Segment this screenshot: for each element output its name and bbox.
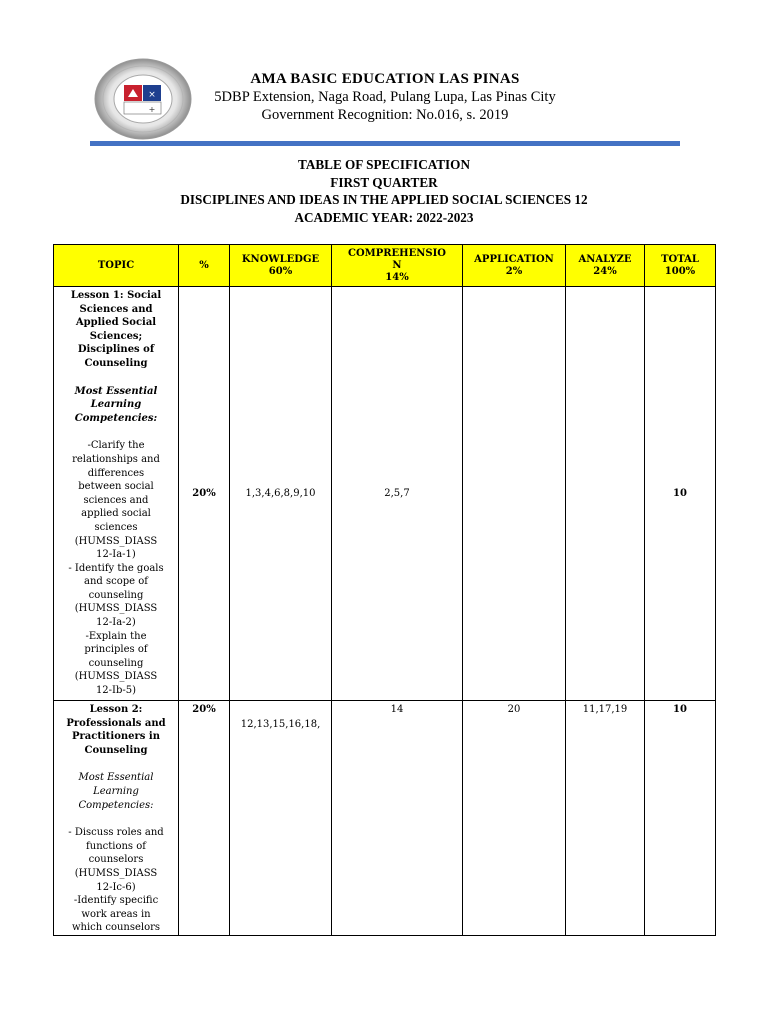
application-cell	[463, 287, 566, 701]
knowledge-cell: 1,3,4,6,8,9,10	[230, 287, 332, 701]
application-cell: 20	[463, 701, 566, 936]
percent-cell: 20%	[179, 701, 230, 936]
percent-cell: 20%	[179, 287, 230, 701]
specification-table	[53, 244, 716, 936]
header-comprehension: COMPREHENSIO N 14%	[332, 245, 463, 287]
school-address: 5DBP Extension, Naga Road, Pulang Lupa, Las Pinas City	[214, 89, 556, 105]
school-seal-logo	[94, 58, 192, 140]
svg-text:+: +	[148, 105, 156, 114]
topic-cell: Lesson 1: Social Sciences and Applied Social Sciences; Disciplines of Counseling Most Essential Learning Competencies: -Clarify the relationships and differences between social sciences and applied social sciences (HUMSS_DIASS 12-Ia-1) - Identify the goals and scope of counseling (HUMSS_DIASS 12-Ia-2) -Explain the principles of counseling (HUMSS_DIASS 12-Ib-5)	[54, 287, 179, 701]
knowledge-cell: 12,13,15,16,18,	[230, 701, 332, 936]
table-row	[54, 701, 716, 936]
header-analyze: ANALYZE 24%	[566, 245, 645, 287]
header-rule	[90, 141, 680, 146]
school-name: AMA BASIC EDUCATION LAS PINAS	[250, 71, 520, 87]
header-application: APPLICATION 2%	[463, 245, 566, 287]
subject-title: DISCIPLINES AND IDEAS IN THE APPLIED SOCIAL SCIENCES 12	[180, 192, 588, 207]
document-title-block	[60, 156, 708, 226]
analyze-cell	[566, 287, 645, 701]
academic-year: ACADEMIC YEAR: 2022-2023	[294, 209, 474, 225]
total-cell: 10	[645, 287, 716, 701]
government-recognition: Government Recognition: No.016, s. 2019	[261, 107, 509, 123]
quarter-title: FIRST QUARTER	[330, 174, 438, 190]
topic-cell: Lesson 2: Professionals and Practitioners in Counseling Most Essential Learning Competencies: - Discuss roles and functions of counselors (HUMSS_DIASS 12-Ic-6) -Identify specific work areas in which counselors	[54, 701, 179, 936]
header-total: TOTAL 100%	[645, 245, 716, 287]
letterhead	[190, 70, 580, 124]
header-knowledge: KNOWLEDGE 60%	[230, 245, 332, 287]
doc-title: TABLE OF SPECIFICATION	[298, 157, 470, 172]
comprehension-cell: 14	[332, 701, 463, 936]
svg-text:×: ×	[148, 90, 156, 100]
header-topic: TOPIC	[54, 245, 179, 287]
table-row	[54, 287, 716, 701]
comprehension-cell: 2,5,7	[332, 287, 463, 701]
header-percent: %	[179, 245, 230, 287]
table-header-row	[54, 245, 716, 287]
analyze-cell: 11,17,19	[566, 701, 645, 936]
total-cell: 10	[645, 701, 716, 936]
